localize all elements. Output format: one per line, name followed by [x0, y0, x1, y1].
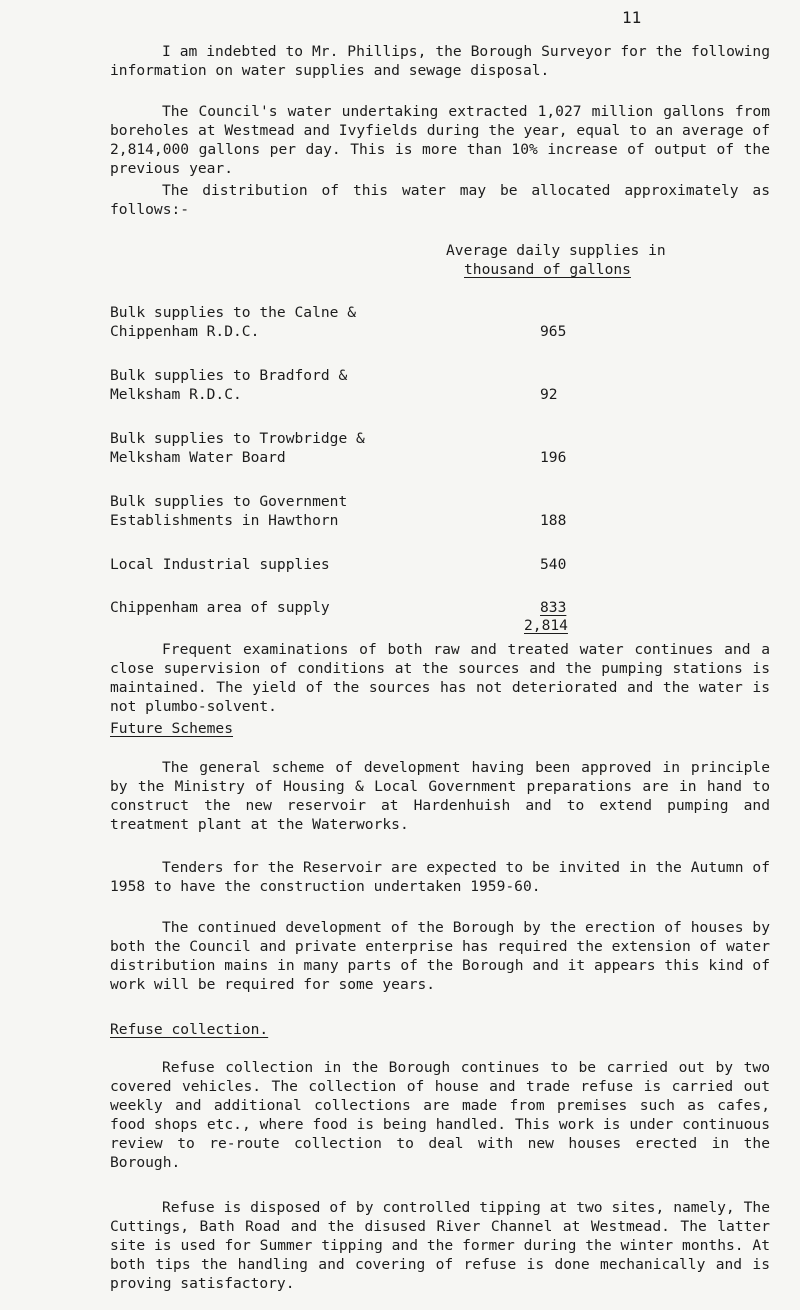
table-row-label: Bulk supplies to Government Establishments in Hawthorn — [110, 493, 348, 529]
heading-refuse-collection: Refuse collection. — [110, 1021, 269, 1038]
table-header-line1: Average daily supplies in — [446, 242, 666, 259]
table-row-value: 188 — [540, 512, 567, 529]
refuse-disposal-paragraph: Refuse is disposed of by controlled tipping at two sites, namely, The Cuttings, Bath Road and the disused River Channel at Westmead. The latter site is used for Summer tipping and the former during the winter months. At both tips the handling and covering of refuse is done mechanically and is proving satisfactory. — [110, 1199, 770, 1292]
table-row-label: Bulk supplies to Trowbridge & Melksham Water Board — [110, 430, 365, 466]
table-total: 2,814 — [524, 617, 568, 634]
page-number: 11 — [622, 8, 642, 27]
table-row-value: 540 — [540, 556, 567, 573]
heading-future-schemes: Future Schemes — [110, 720, 234, 737]
table-row-label: Bulk supplies to Bradford & Melksham R.D.C. — [110, 367, 348, 403]
table-header — [446, 241, 756, 279]
table-row-value: 92 — [540, 386, 558, 403]
examination-paragraph: Frequent examinations of both raw and treated water continues and a close supervision of conditions at the sources and the pumping stations is maintained. The yield of the sources has not deteriorated and the water is not plumbo-solvent. — [110, 641, 770, 715]
water-extraction-paragraph: The Council's water undertaking extracted 1,027 million gallons from boreholes at Westmead and Ivyfields during the year, equal to an average of 2,814,000 gallons per day. This is more than 10% increase of output of the previous year. — [110, 103, 770, 177]
development-paragraph: The general scheme of development having been approved in principle by the Ministry of Housing & Local Government preparations are in hand to construct the new reservoir at Hardenhuish and to extend pumping and treatment plant at the Waterworks. — [110, 759, 770, 833]
table-row-label: Local Industrial supplies — [110, 556, 330, 573]
table-row-label: Chippenham area of supply — [110, 599, 330, 616]
continued-development-paragraph: The continued development of the Borough by the erection of houses by both the Council and private enterprise has required the extension of water distribution mains in many parts of the Borough and it appears this kind of work will be required for some years. — [110, 919, 770, 993]
table-header-line2: thousand of gallons — [464, 261, 631, 278]
intro-paragraph: I am indebted to Mr. Phillips, the Borough Surveyor for the following information on water supplies and sewage disposal. — [110, 43, 770, 79]
distribution-paragraph: The distribution of this water may be allocated approximately as follows:- — [110, 182, 770, 218]
table-row-value: 833 — [540, 599, 567, 616]
table-row-value: 965 — [540, 323, 567, 340]
table-row-label: Bulk supplies to the Calne & Chippenham R.D.C. — [110, 304, 357, 340]
table-row-value: 196 — [540, 449, 567, 466]
refuse-collection-paragraph: Refuse collection in the Borough continues to be carried out by two covered vehicles. The collection of house and trade refuse is carried out weekly and additional collections are made from premises such as cafes, food shops etc., where food is being handled. This work is under continuous review to re-route collection to deal with new houses erected in the Borough. — [110, 1059, 770, 1171]
tenders-paragraph: Tenders for the Reservoir are expected to be invited in the Autumn of 1958 to have the construction undertaken 1959-60. — [110, 859, 770, 895]
